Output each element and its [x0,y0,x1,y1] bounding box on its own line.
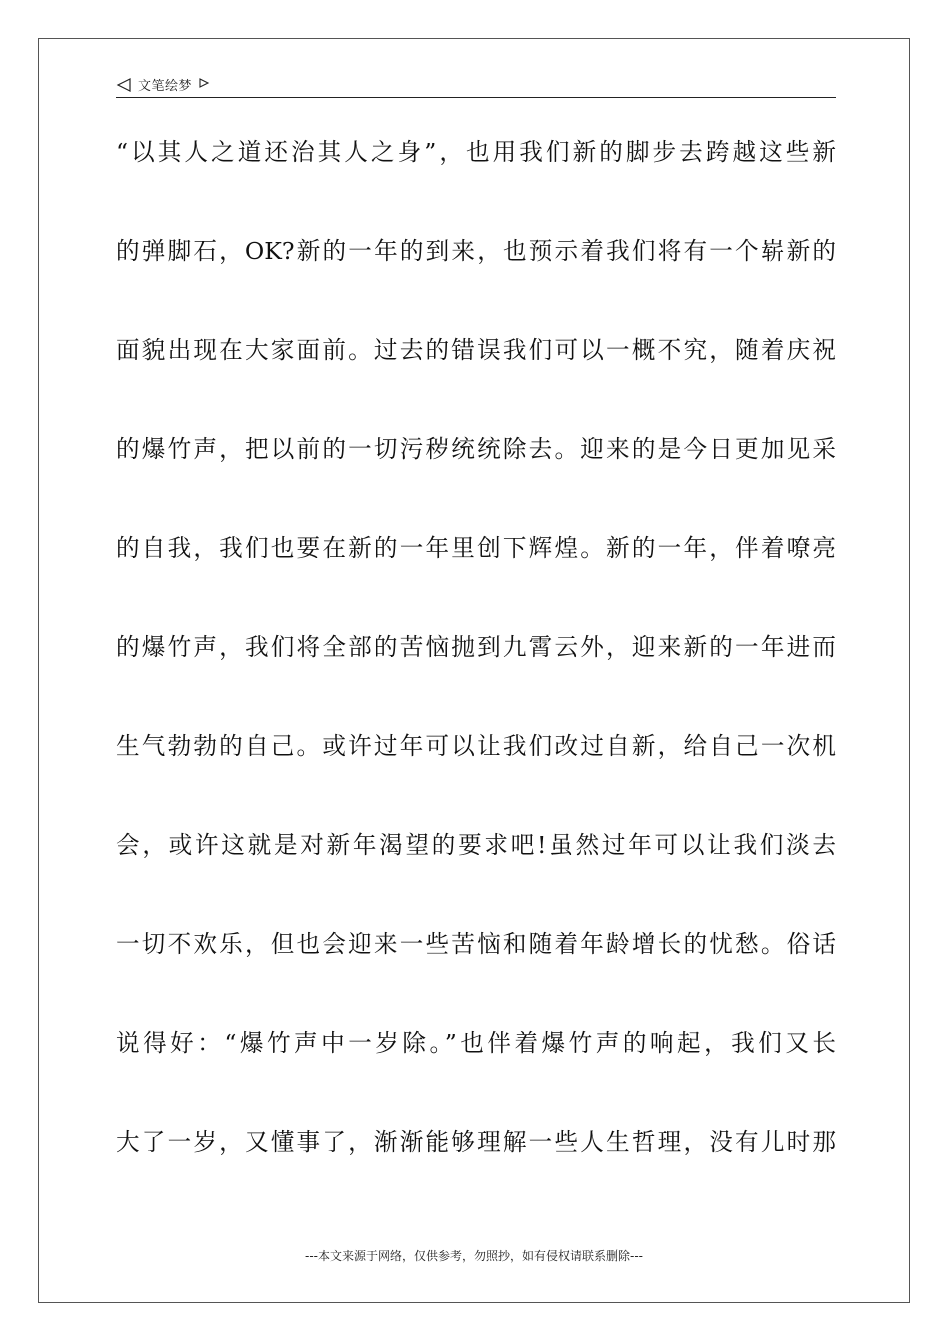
text-line: 的爆竹声，我们将全部的苦恼抛到九霄云外，迎来新的一年进而 [116,633,836,661]
header-brand: 文笔绘梦 [138,79,193,94]
body-text [116,126,836,1215]
text-line: “以其人之道还治其人之身”，也用我们新的脚步去跨越这些新 [116,138,836,166]
triangle-right-icon [198,77,210,89]
page-header [116,72,836,98]
footer-notice: ---本文来源于网络，仅供参考，勿照抄，如有侵权请联系删除--- [305,1249,643,1263]
text-line: 的自我，我们也要在新的一年里创下辉煌。新的一年，伴着嘹亮 [116,534,836,562]
text-line: 会，或许这就是对新年渴望的要求吧!虽然过年可以让我们淡去 [116,831,836,859]
text-line: 的爆竹声，把以前的一切污秽统统除去。迎来的是今日更加见采 [116,435,836,463]
triangle-left-icon [116,77,132,93]
text-line: 一切不欢乐，但也会迎来一些苦恼和随着年龄增长的忧愁。俗话 [116,930,836,958]
text-line: 生气勃勃的自己。或许过年可以让我们改过自新，给自己一次机 [116,732,836,760]
text-line: 的弹脚石，OK?新的一年的到来，也预示着我们将有一个崭新的 [116,237,836,265]
text-line: 大了一岁，又懂事了，渐渐能够理解一些人生哲理，没有儿时那 [116,1128,836,1156]
text-line: 说得好：“爆竹声中一岁除。”也伴着爆竹声的响起，我们又长 [116,1029,836,1057]
text-line: 面貌出现在大家面前。过去的错误我们可以一概不究，随着庆祝 [116,336,836,364]
